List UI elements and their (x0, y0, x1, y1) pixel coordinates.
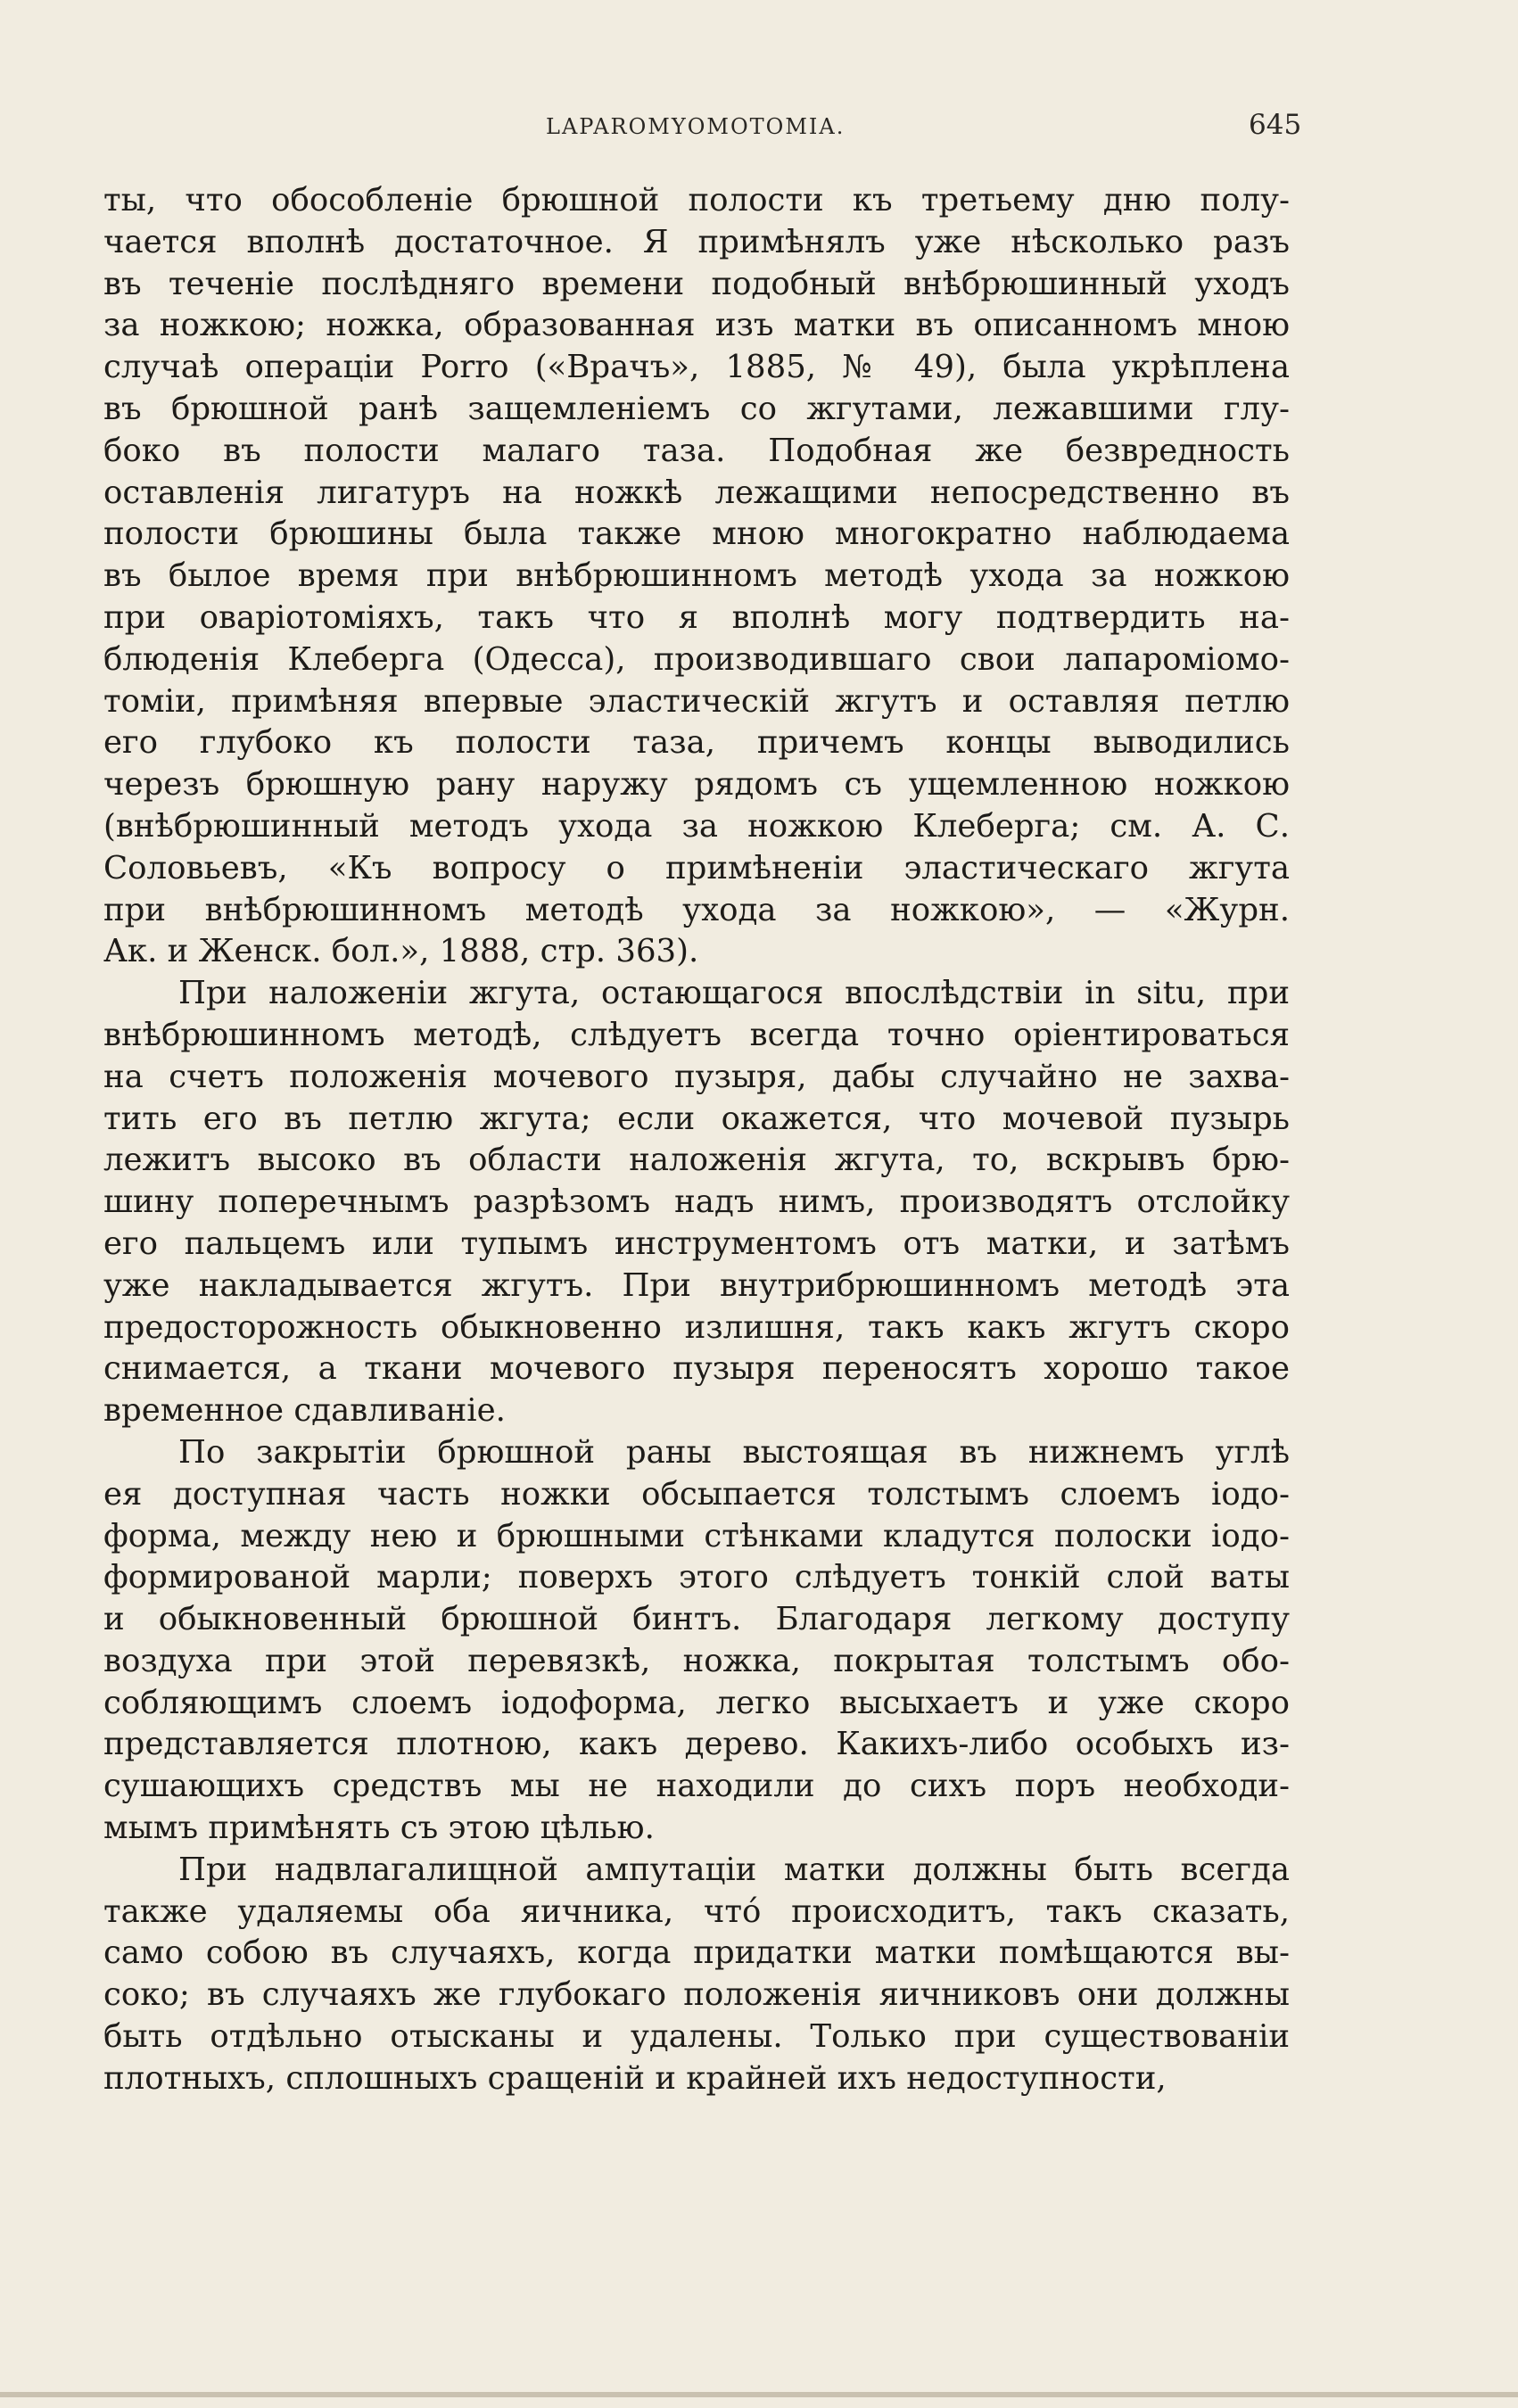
paragraph (103, 1432, 1290, 1850)
text-line: временное сдавливаніе. (103, 1392, 506, 1430)
paragraph (103, 180, 1290, 973)
text-line: блюденія Клеберга (Одесса), производившаго свои лапароміомо- (103, 640, 1290, 678)
text-line: лежитъ высоко въ области наложенія жгута, то, вскрывъ брю- (103, 1142, 1290, 1179)
page-number: 645 (1249, 109, 1302, 141)
text-line: плотныхъ, сплошныхъ сращеній и крайней ихъ недоступности, (103, 2059, 1167, 2097)
text-line: въ былое время при внѣбрюшинномъ методѣ ухода за ножкою (103, 557, 1290, 595)
text-line: быть отдѣльно отысканы и удалены. Только при существованіи (103, 2018, 1290, 2056)
text-line: ея доступная часть ножки обсыпается толстымъ слоемъ іодо- (103, 1475, 1290, 1513)
body-text (103, 180, 1290, 2100)
text-line: При надвлагалищной ампутаціи матки должны быть всегда (178, 1851, 1290, 1888)
text-line: (внѣбрюшинный методъ ухода за ножкою Клеберга; см. А. С. (103, 807, 1290, 845)
text-line: при оваріотоміяхъ, такъ что я вполнѣ могу подтвердить на- (103, 598, 1290, 636)
text-line: уже накладывается жгутъ. При внутрибрюшинномъ методѣ эта (103, 1266, 1290, 1304)
text-line: полости брюшины была также мною многократно наблюдаема (103, 515, 1290, 553)
text-line: случаѣ операціи Porro («Врачъ», 1885, № 49), была укрѣплена (103, 349, 1290, 386)
text-line: за ножкою; ножка, образованная изъ матки въ описанномъ мною (103, 307, 1290, 344)
text-line: собляющимъ слоемъ іодоформа, легко высыхаетъ и уже скоро (103, 1684, 1290, 1721)
text-line: представляется плотною, какъ дерево. Какихъ-либо особыхъ из- (103, 1726, 1290, 1763)
text-line: черезъ брюшную рану наружу рядомъ съ ущемленною ножкою (103, 766, 1290, 804)
text-line: его глубоко къ полости таза, причемъ концы выводились (103, 724, 1290, 762)
paragraph-list (103, 180, 1290, 2100)
text-line: воздуха при этой перевязкѣ, ножка, покрытая толстымъ обо- (103, 1642, 1290, 1679)
text-line: въ теченіе послѣдняго времени подобный внѣбрюшинный уходъ (103, 265, 1290, 302)
text-line: формированой марли; поверхъ этого слѣдуетъ тонкій слой ваты (103, 1559, 1290, 1596)
text-line: на счетъ положенія мочевого пузыря, дабы случайно не захва- (103, 1058, 1290, 1095)
text-line: оставленія лигатуръ на ножкѣ лежащими непосредственно въ (103, 474, 1290, 511)
text-line: При наложеніи жгута, остающагося впослѣдствіи in situ, при (178, 975, 1290, 1012)
text-line: само собою въ случаяхъ, когда придатки матки помѣщаются вы- (103, 1934, 1290, 1972)
text-line: По закрытіи брюшной раны выстоящая въ нижнемъ углѣ (178, 1433, 1290, 1471)
text-line: чается вполнѣ достаточное. Я примѣнялъ уже нѣсколько разъ (103, 223, 1290, 260)
text-line: сушающихъ средствъ мы не находили до сихъ поръ необходи- (103, 1768, 1290, 1805)
text-line: томіи, примѣняя впервые эластическій жгутъ и оставляя петлю (103, 682, 1290, 720)
text-line: боко въ полости малаго таза. Подобная же безвредность (103, 432, 1290, 469)
text-line: и обыкновенный брюшной бинтъ. Благодаря легкому доступу (103, 1601, 1290, 1638)
text-line: тить его въ петлю жгута; если окажется, что мочевой пузырь (103, 1100, 1290, 1137)
paragraph (103, 1850, 1290, 2100)
text-line: Соловьевъ, «Къ вопросу о примѣненіи эластическаго жгута (103, 849, 1290, 887)
text-line: внѣбрюшинномъ методѣ, слѣдуетъ всегда точно оріентироваться (103, 1016, 1290, 1053)
text-line: въ брюшной ранѣ защемленіемъ со жгутами, лежавшими глу- (103, 390, 1290, 427)
text-line: предосторожность обыкновенно излишня, такъ какъ жгутъ скоро (103, 1308, 1290, 1346)
text-line: снимается, а ткани мочевого пузыря переносятъ хорошо такое (103, 1350, 1290, 1388)
text-line: ты, что обособленіе брюшной полости къ третьему дню полу- (103, 182, 1290, 219)
page-bottom-edge (0, 2392, 1518, 2397)
text-line: соко; въ случаяхъ же глубокаго положенія яичниковъ они должны (103, 1976, 1290, 2014)
paragraph (103, 973, 1290, 1432)
text-line: мымъ примѣнять съ этою цѣлью. (103, 1810, 655, 1847)
text-line: также удаляемы оба яичника, что́ происходитъ, такъ сказать, (103, 1893, 1290, 1930)
text-line: его пальцемъ или тупымъ инструментомъ отъ матки, и затѣмъ (103, 1225, 1290, 1262)
text-line: Ак. и Женск. бол.», 1888, стр. 363). (103, 933, 699, 970)
text-line: при внѣбрюшинномъ методѣ ухода за ножкою», — «Журн. (103, 891, 1290, 928)
text-line: шину поперечнымъ разрѣзомъ надъ нимъ, производятъ отслойку (103, 1183, 1290, 1221)
text-line: форма, между нею и брюшными стѣнками кладутся полоски іодо- (103, 1517, 1290, 1554)
running-title: LAPAROMYOMOTOMIA. (546, 114, 846, 139)
